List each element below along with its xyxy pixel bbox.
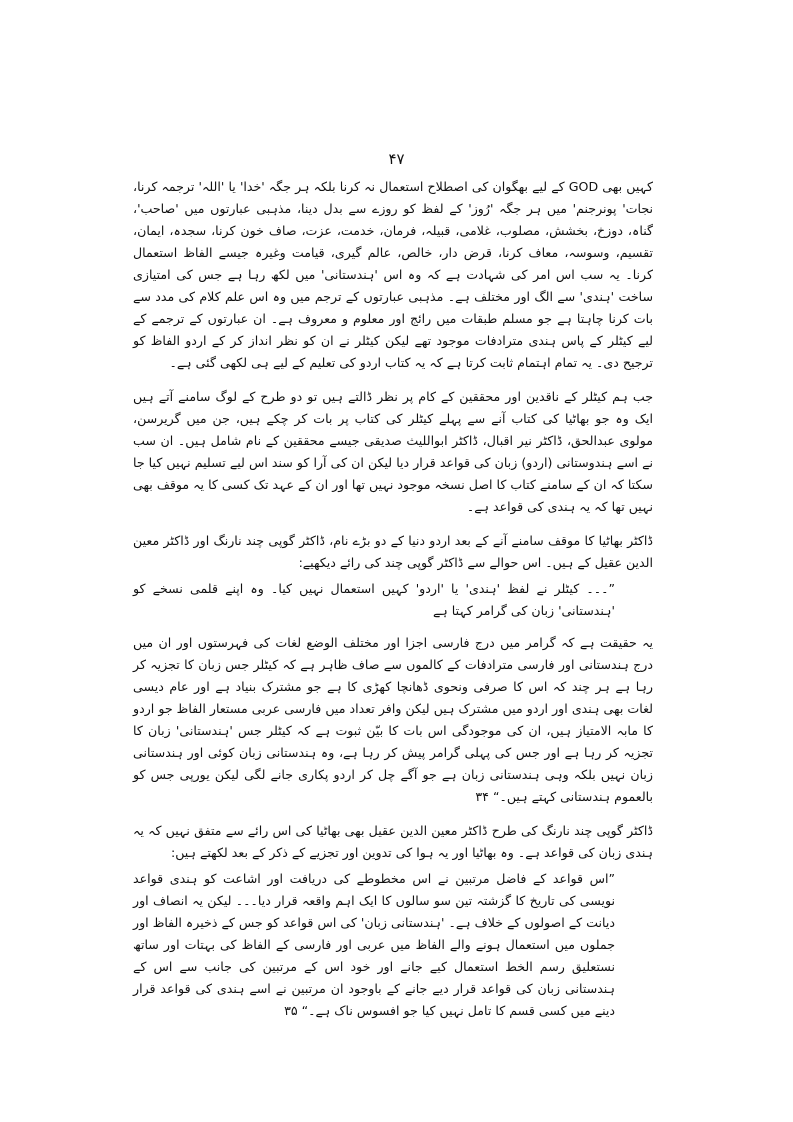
paragraph-5: ڈاکٹر گوپی چند نارنگ کی طرح ڈاکٹر معین الدین عقیل بھی بھاٹیا کی اس رائے سے متفق نہیں کہ یہ ہندی زبان کی قواعد ہے۔ وہ بھاٹیا اور یہ ہوا کی تدوین اور تجزیے کے ذکر کے بعد لکھتے ہیں: xyxy=(133,823,653,860)
paragraph-1: کہیں بھی GOD کے لیے بھگوان کی اصطلاح استعمال نہ کرنا بلکہ ہر جگہ 'خدا' یا 'اللہ' ترجمہ کرنا، نجات' پونرجنم' میں ہر جگہ 'رُوز' کے لفظ کو روزے سے بدل دینا، مذہبی عبارتوں میں 'صاحب'، گناہ، دوزخ، بخشش، مصلوب، غلامی، قبیلہ، فرمان، خدمت، عزت، صاف خون کرنا، سجدہ، ایمان، تقسیم، وسوسہ، معاف کرنا، قرض دار، خالص، عالم گیری، قیامت وغیرہ جیسے الفاظ استعمال کرنا۔ یہ سب اس امر کی شہادت ہے کہ وہ اس 'ہندستانی' میں لکھ رہا ہے جس کی امتیازی ساخت 'ہندی' سے الگ اور مختلف ہے۔ مذہبی عبارتوں کے ترجم میں وہ اس علم کلام کی مدد سے بات کرنا چاہتا ہے جو مسلم طبقات میں رائج اور معلوم و معروف ہے۔ ان عبارتوں کے ترجمے کے لیے کیٹلر کے پاس ہندی مترادفات موجود تھے لیکن کیٹلر نے ان کو نظر انداز کر کے اردو الفاظ کو ترجیح دی۔ یہ تمام اہتمام ثابت کرتا ہے کہ یہ کتاب اردو کی تعلیم کے لیے ہی لکھی گئی ہے۔ xyxy=(133,179,653,370)
block-quote-2: ”اس قواعد کے فاضل مرتبین نے اس مخطوطے کی دریافت اور اشاعت کو ہندی قواعد نویسی کی تاریخ کا گزشتہ تین سو سالوں کا ایک اہم واقعہ قرار دیا۔۔۔ لیکن یہ انصاف اور دیانت کے اصولوں کے خلاف ہے۔ 'ہندستانی زبان' کی اس قواعد کو جس کے ذخیرہ الفاظ اور جملوں میں استعمال ہونے والے الفاظ میں عربی اور فارسی کے الفاظ کی بہتات اور ساتھ نستعلیق رسم الخط استعمال کیے جانے اور خود اس کے مرتبین کی جانب سے اس کے ہندستانی زبان کی قواعد قرار دیے جانے کے باوجود ان مرتبین نے اسے ہندی کی قواعد قرار دینے میں کسی قسم کا تامل نہیں کیا جو افسوس ناک ہے۔“ ۳۵ xyxy=(133,871,615,1018)
page-number: ۴۷ xyxy=(388,150,405,168)
block-quote-1: ”۔۔۔ کیٹلر نے لفظ 'ہندی' یا 'اردو' کہیں استعمال نہیں کیا۔ وہ اپنے قلمی نسخے کو 'ہندستانی' زبان کی گرامر کہتا ہے xyxy=(133,581,615,618)
paragraph-3: ڈاکٹر بھاٹیا کا موقف سامنے آنے کے بعد اردو دنیا کے دو بڑے نام، ڈاکٹر گوپی چند نارنگ اور ڈاکٹر معین الدین عقیل کے ہیں۔ اس حوالے سے ڈاکٹر گوپی چند کی رائے دیکھیے: xyxy=(133,533,653,570)
paragraph-2: جب ہم کیٹلر کے ناقدین اور محققین کے کام پر نظر ڈالتے ہیں تو دو طرح کے لوگ سامنے آتے ہیں ایک وہ جو بھاٹیا کی کتاب آنے سے پہلے کیٹلر کی کتاب پر بات کر چکے ہیں، جن میں گریرسن، مولوی عبدالحق، ڈاکٹر نیر اقبال، ڈاکٹر ابواللیث صدیقی جیسے محققین کے نام شامل ہیں۔ ان سب نے اسے ہندوستانی (اردو) زبان کی قواعد قرار دیا لیکن ان کی آرا کو سند اس لیے تسلیم نہیں کیا جا سکتا کہ ان کے سامنے کتاب کا اصل نسخہ موجود نہیں تھا اور ان کے عہد تک کسی کا یہ موقف بھی نہیں تھا کہ یہ ہندی کی قواعد ہے۔ xyxy=(133,389,653,514)
paragraph-4: یہ حقیقت ہے کہ گرامر میں درج فارسی اجزا اور مختلف الوضع لغات کی فہرستوں اور ان میں درج ہندستانی اور فارسی مترادفات کے کالموں سے صاف ظاہر ہے کہ کیٹلر جس زبان کا تجزیہ کر رہا ہے ہر چند کہ اس کا صرفی ونحوی ڈھانچا کھڑی کا ہے جو مشترک بنیاد ہے اور عام دیسی لغات بھی ہندی اور اردو میں مشترک ہیں لیکن وافر تعداد میں فارسی عربی مستعار الفاظ جو اردو کا مابہ الامتیاز ہیں، ان کی موجودگی اس بات کا بیّن ثبوت ہے کہ کیٹلر جس 'ہندستانی' زبان کا تجزیہ کر رہا ہے اور جس کی پہلی گرامر پیش کر رہا ہے، وہ ہندستانی زبان کوئی اور ہندستانی زبان نہیں بلکہ وہی ہندستانی زبان ہے جو آگے چل کر اردو پکاری جانے لگی لیکن یورپی جس کو بالعموم ہندستانی کہتے ہیں۔“ ۳۴ xyxy=(133,635,653,804)
page-body xyxy=(133,176,653,1034)
